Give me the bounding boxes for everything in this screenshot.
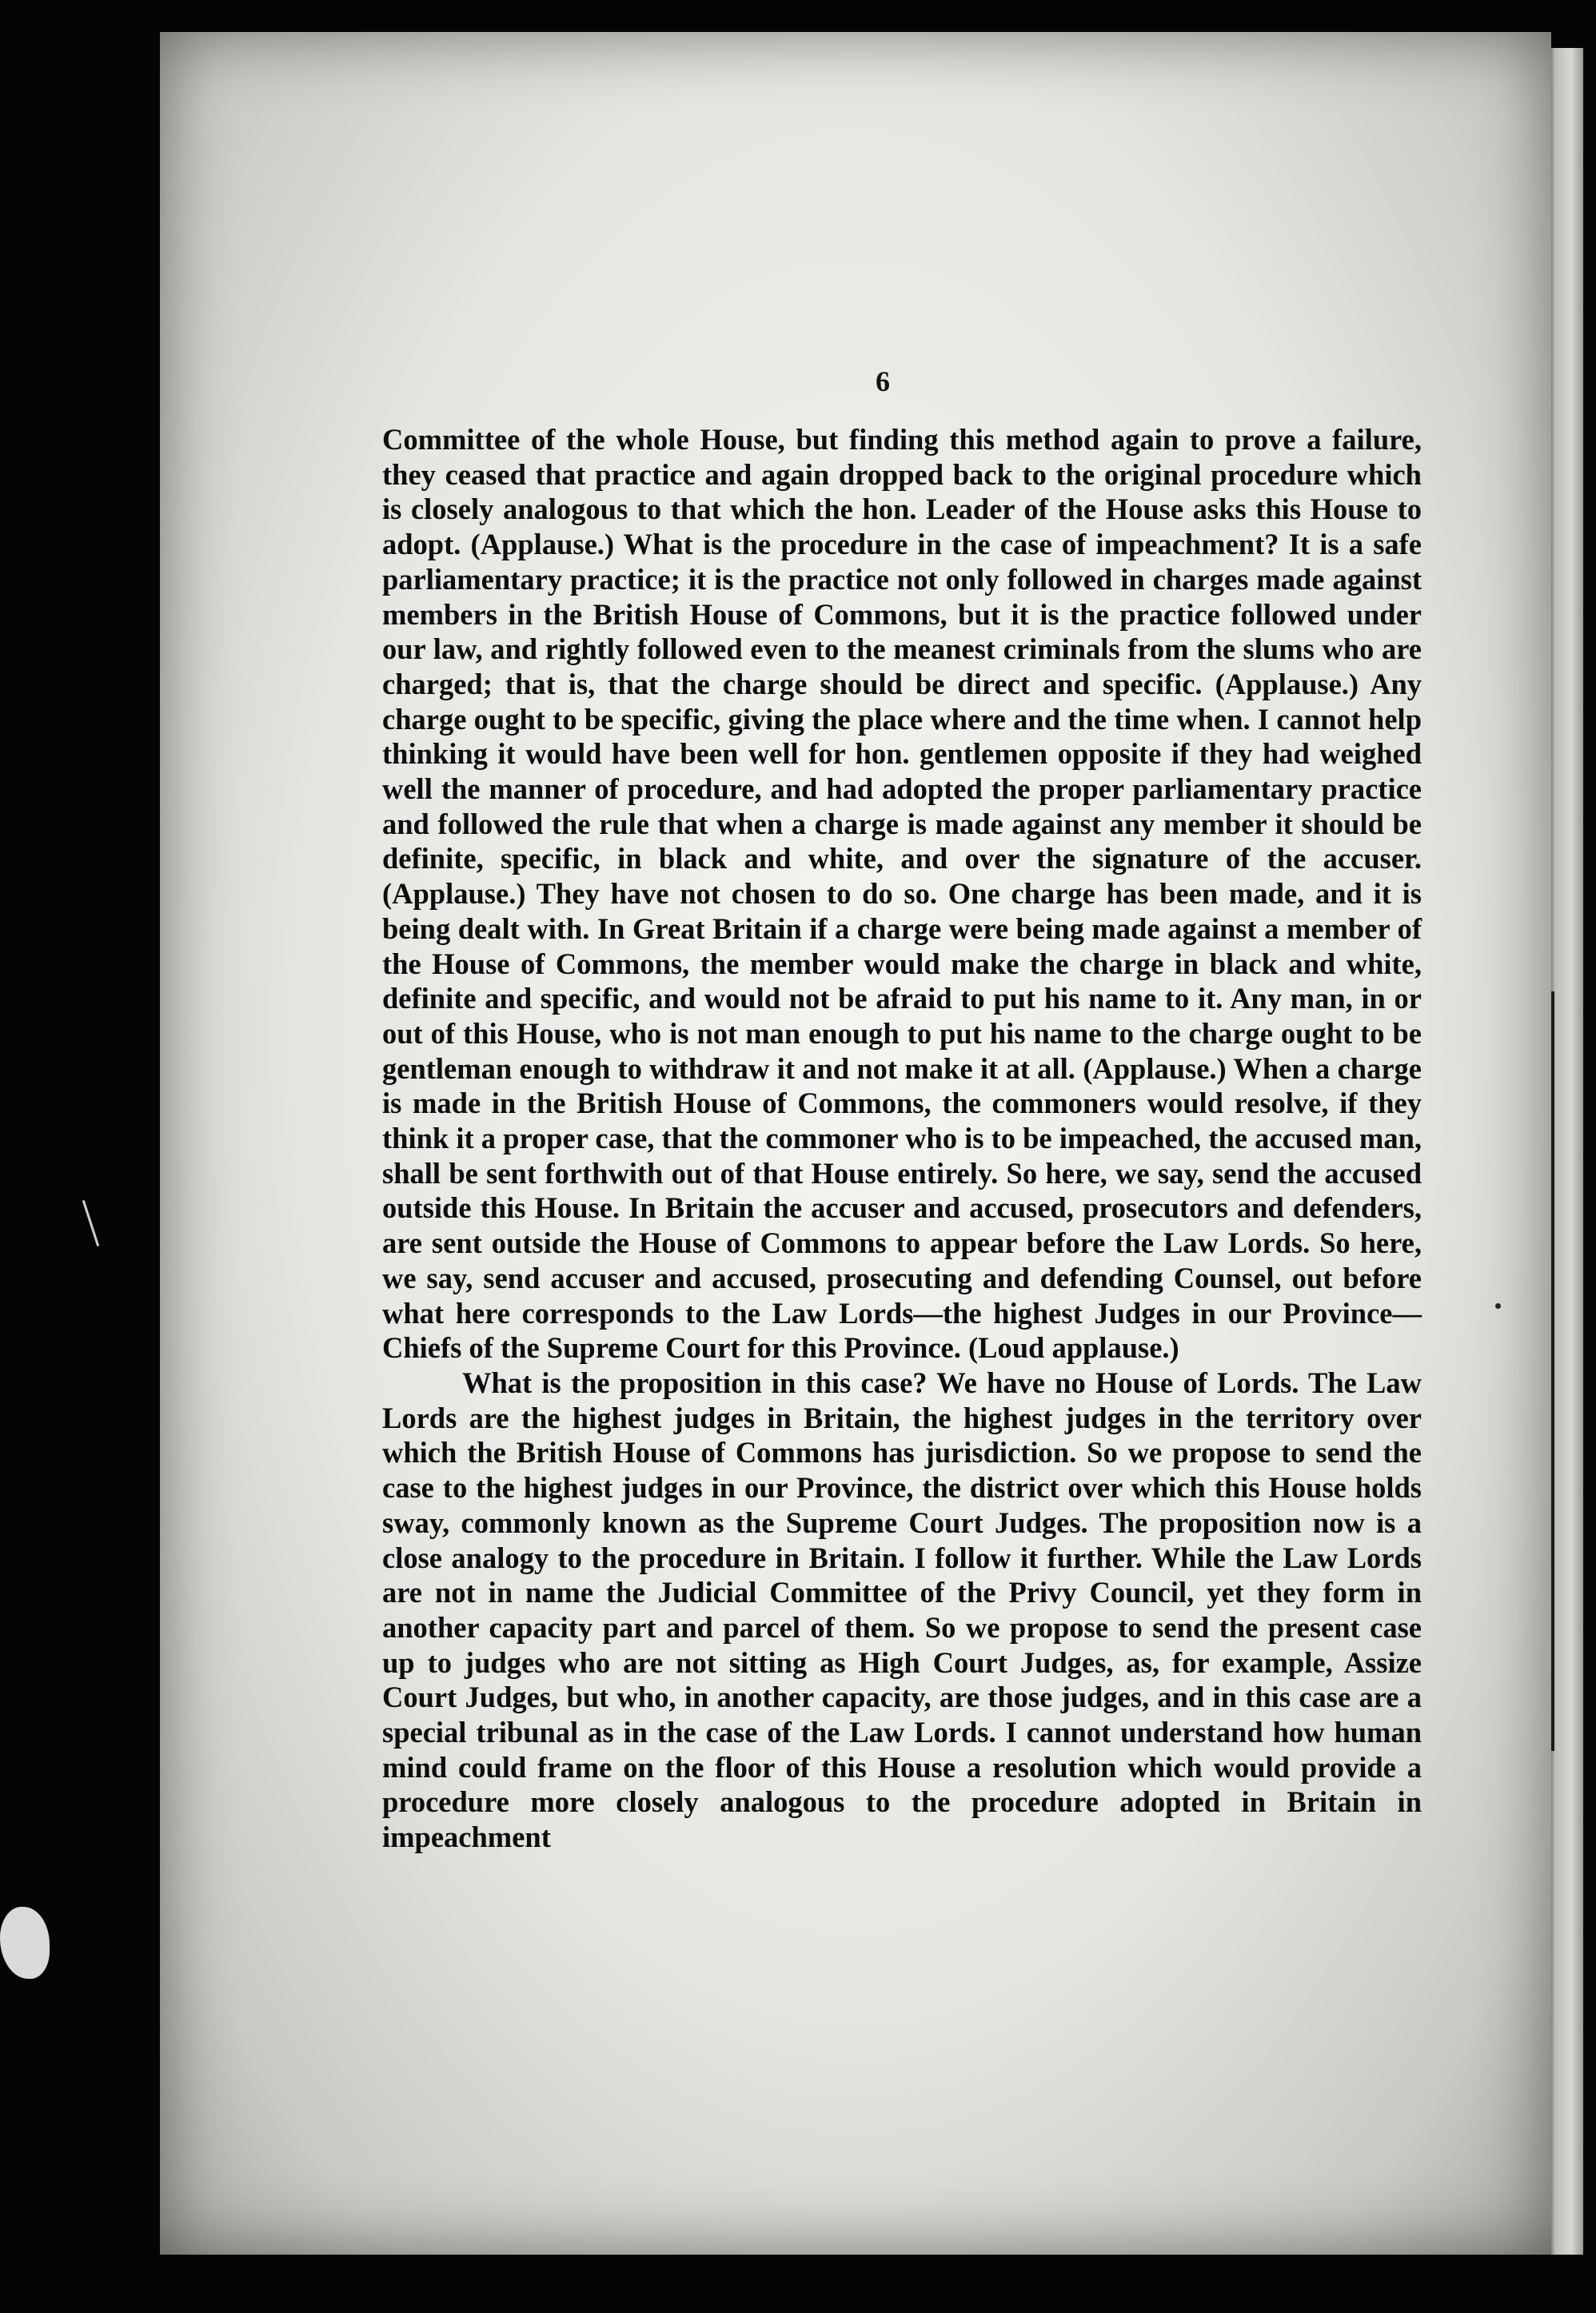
page-number: 6 <box>876 365 891 397</box>
paragraph-2: What is the proposition in this case? We have no House of Lords. The Law Lords are the highest judges in Britain, the highest judges in the territory over which the British House of Commons has jurisdiction. So we propose to send the case to the highest judges in our Province, the district over which this House holds sway, commonly known as the Supreme Court Judges. The proposition now is a close analogy to the procedure in Britain. I follow it further. While the Law Lords are not in name the Judicial Committee of the Privy Council, yet they form in another capacity part and parcel of them. So we propose to send the present case up to judges who are not sitting as High Court Judges, as, for example, Assize Court Judges, but who, in another capacity, are those judges, and in this case are a special tribunal as in the case of the Law Lords. I cannot understand how human mind could frame on the floor of this House a resolution which would provide a procedure more closely analogous to the procedure adopted in Britain in impeachment <box>382 1366 1422 1854</box>
body-text <box>382 422 1422 1855</box>
paragraph-1: Committee of the whole House, but finding this method again to prove a failure, they ceased that practice and again dropped back to the original procedure which is closely analogous to that which the hon. Leader of the House asks this House to adopt. (Applause.) What is the procedure in the case of impeachment? It is a safe parliamentary practice; it is the practice not only followed in charges made against members in the British House of Commons, but it is the practice followed under our law, and rightly followed even to the meanest criminals from the slums who are charged; that is, that the charge should be direct and specific. (Applause.) Any charge ought to be specific, giving the place where and the time when. I cannot help thinking it would have been well for hon. gentlemen opposite if they had weighed well the manner of procedure, and had adopted the proper parliamentary practice and followed the rule that when a charge is made against any member it should be definite, specific, in black and white, and over the signature of the accuser. (Applause.) They have not chosen to do so. One charge has been made, and it is being dealt with. In Great Britain if a charge were being made against a member of the House of Commons, the member would make the charge in black and white, definite and specific, and would not be afraid to put his name to it. Any man, in or out of this House, who is not man enough to put his name to the charge ought to be gentleman enough to withdraw it and not make it at all. (Applause.) When a charge is made in the British House of Commons, the commoners would resolve, if they think it a proper case, that the commoner who is to be impeached, the accused man, shall be sent forthwith out of that House entirely. So here, we say, send the accused outside this House. In Britain the accuser and accused, prosecutors and defenders, are sent outside the House of Commons to appear before the Law Lords. So here, we say, send accuser and accused, prosecuting and defending Counsel, out before what here corresponds to the Law Lords—the highest Judges in our Province—Chiefs of the Supreme Court for this Province. (Loud applause.) <box>382 423 1422 1365</box>
scan-speck <box>1495 1303 1501 1309</box>
